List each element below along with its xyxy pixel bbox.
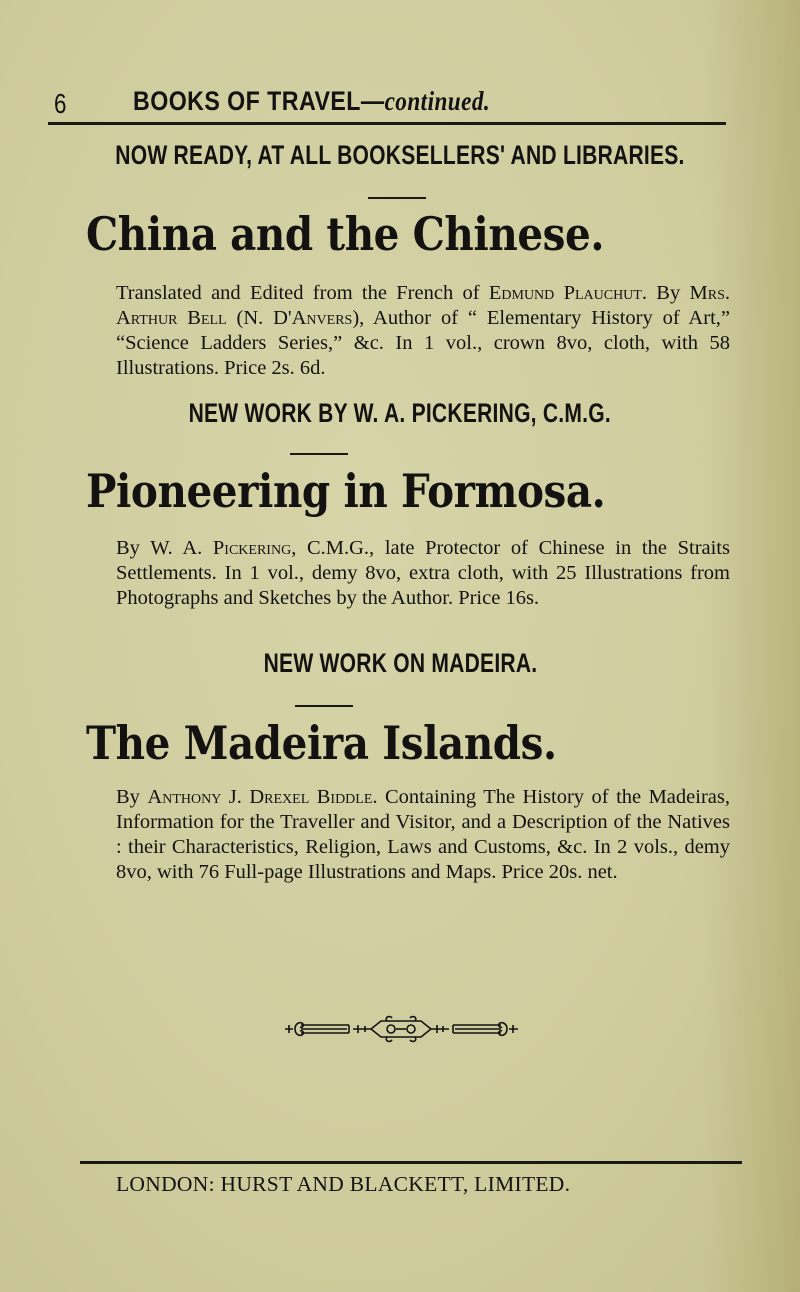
announcement-text: NEW WORK ON MADEIRA. xyxy=(263,648,537,678)
author-name: Anthony J. Drexel Biddle. xyxy=(147,786,378,808)
section-1-description xyxy=(116,281,730,381)
section-3-title: The Madeira Islands. xyxy=(86,716,557,770)
section-2-title: Pioneering in Formosa. xyxy=(86,464,606,518)
desc-text: Translated and Edited from the French of xyxy=(116,282,489,304)
section-2-announcement xyxy=(0,398,800,429)
running-title-continued: continued. xyxy=(384,86,491,116)
announcement-text: NEW WORK BY W. A. PICKERING, C.M.G. xyxy=(188,398,612,428)
announcement-text: NOW READY, AT ALL BOOKSELLERS' AND LIBRARIES. xyxy=(115,140,685,170)
desc-text: By W. A. xyxy=(116,537,213,559)
author-name: Edmund Plauchut. xyxy=(488,282,647,304)
header-rule xyxy=(48,122,726,125)
running-title-text: BOOKS OF TRAVEL xyxy=(133,86,361,116)
decorative-scroll-ornament-icon xyxy=(283,1015,519,1043)
desc-text: ), Author of “ Elementary History of Art,” “Science Ladders Series,” &c. In 1 vol., crown 8vo, cloth, with 58 Illustrations. Price 2s. 6d. xyxy=(116,307,730,379)
running-title xyxy=(133,86,490,117)
desc-text: , C.M.G., late Protector of Chinese in the Straits Settlements. In 1 vol., demy 8vo, extra cloth, with 25 Illustrations from Photographs and Sketches by the Author. Price 16s. xyxy=(116,537,730,609)
translator-name: Mrs. Arthur Bell xyxy=(116,282,730,329)
section-1-divider xyxy=(368,197,426,199)
publisher-imprint: LONDON: HURST AND BLACKETT, LIMITED. xyxy=(116,1172,571,1196)
section-3-description xyxy=(116,785,730,885)
desc-text: By xyxy=(656,282,690,304)
section-2-description xyxy=(116,536,730,611)
section-3-announcement xyxy=(0,648,800,679)
section-1-announcement xyxy=(0,140,800,171)
pseudonym: Anvers xyxy=(291,307,353,329)
section-2-divider xyxy=(290,453,348,455)
author-name: Pickering xyxy=(212,537,292,559)
footer-rule xyxy=(80,1161,742,1164)
page-number: 6 xyxy=(54,88,67,119)
running-title-dash: — xyxy=(360,86,385,116)
desc-text: By xyxy=(116,786,148,808)
running-head xyxy=(0,76,800,119)
desc-text: Containing The History of the Madeiras, Information for the Traveller and Visitor, and a Description of the Natives : their Characteristics, Religion, Laws and Customs, &c. In 2 vols., demy 8vo, with 76 Full-page Illustrations and Maps. Price 20s. net. xyxy=(116,786,730,883)
section-3-divider xyxy=(295,705,353,707)
section-1-title: China and the Chinese. xyxy=(86,207,604,261)
desc-text: (N. D' xyxy=(226,307,292,329)
